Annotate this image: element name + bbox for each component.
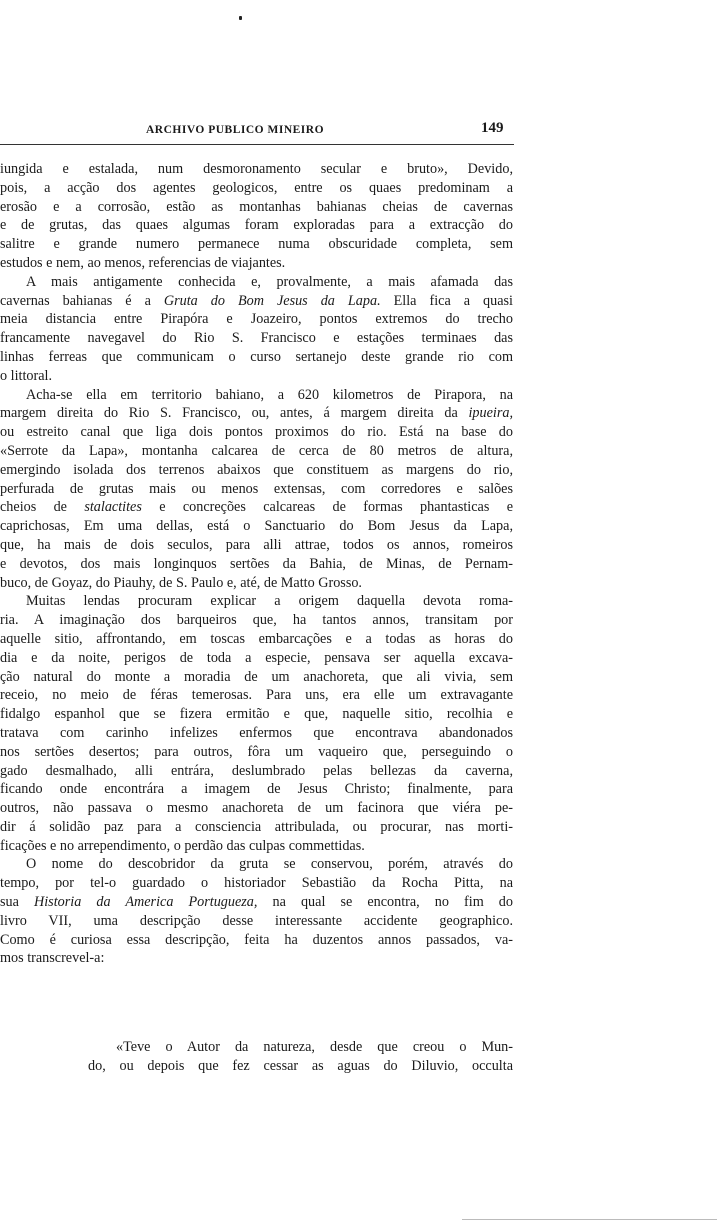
text-line: tratava com carinho infelizes enfermos que encontrava abandonados — [0, 724, 513, 741]
text-line: caprichosas, Em uma dellas, está o Sanctuario do Bom Jesus da Lapa, — [0, 518, 513, 535]
text-line — [0, 292, 513, 311]
text-line: A mais antigamente conhecida e, provalmente, a mais afamada das — [26, 273, 513, 290]
text-run: margem direita do Rio S. Francisco, ou, antes, á margem direita da — [0, 405, 469, 422]
text-line: tempo, por tel-o guardado o historiador Sebastião da Rocha Pitta, na — [0, 875, 513, 892]
text-line: Acha-se ella em territorio bahiano, a 620 kilometros de Pirapora, na — [26, 386, 513, 403]
text-line: ria. A imaginação dos barqueiros que, ha tantos annos, transitam por — [0, 612, 513, 629]
text-line: que, ha mais de dois seculos, para alli attrae, todos os annos, romeiros — [0, 536, 513, 553]
text-line: nos sertões desertos; para outros, fôra um vaqueiro que, perseguindo o — [0, 743, 513, 760]
page-number: 149 — [481, 120, 504, 136]
text-line — [0, 404, 513, 423]
text-line: mos transcrevel-a: — [0, 950, 105, 967]
text-line — [0, 893, 513, 912]
text-line: dia e da noite, perigos de toda a especie, pensava ser aquella excava- — [0, 649, 513, 666]
text-line: e de grutas, das quaes algumas foram exploradas para a extracção do — [0, 217, 513, 234]
text-line: O nome do descobridor da gruta se conservou, porém, através do — [26, 856, 513, 873]
text-line: buco, de Goyaz, do Piauhy, de S. Paulo e, até, de Matto Grosso. — [0, 574, 362, 591]
header-rule — [0, 144, 514, 145]
text-run: cheios de — [0, 499, 85, 516]
text-line: receio, no meio de féras temerosas. Para uns, era elle um extravagante — [0, 687, 513, 704]
text-line: ficando onde encontrára a imagem de Jesus Christo; finalmente, para — [0, 781, 513, 798]
text-line: iungida e estalada, num desmoronamento secular e bruto», Devido, — [0, 161, 513, 177]
text-line: Muitas lendas procuram explicar a origem daquella devota roma- — [26, 593, 513, 610]
text-run: cavernas bahianas é a — [0, 292, 164, 309]
text-line: Como é curiosa essa descripção, feita ha duzentos annos passados, va- — [0, 931, 513, 948]
text-run: sua — [0, 894, 34, 911]
text-line: estudos e nem, ao menos, referencias de viajantes. — [0, 254, 286, 271]
text-line: francamente navegavel do Rio S. Francisco e estações terminaes das — [0, 330, 513, 347]
text-line — [0, 498, 513, 517]
block-quote — [88, 1038, 513, 1076]
text-line: meia distancia entre Pirapóra e Joazeiro, pontos extremos do trecho — [0, 311, 513, 328]
text-line: salitre e grande numero permanece numa obscuridade completa, sem — [0, 236, 513, 253]
quote-line: «Teve o Autor da natureza, desde que creou o Mun- — [116, 1039, 513, 1055]
text-line: ção natural do monte a moradia de um anachoreta, que ali vivia, sem — [0, 668, 513, 685]
text-line: linhas ferreas que communicam o curso sertanejo deste grande rio com — [0, 348, 513, 365]
running-head — [0, 120, 514, 142]
quote-line: do, ou depois que fez cessar as aguas do Diluvio, occulta — [88, 1057, 513, 1074]
text-line: dir á solidão paz para a consciencia attribulada, ou procurar, nas morti- — [0, 818, 513, 835]
ipueira-italic: ipueira, — [468, 405, 513, 422]
body-text — [0, 160, 513, 968]
text-run: na qual se encontra, no fim do — [257, 894, 513, 911]
text-line: livro VII, uma descripção desse interessante accidente geographico. — [0, 912, 513, 929]
text-line: erosão e a corrosão, estão as montanhas bahianas cheias de cavernas — [0, 198, 513, 215]
text-line: e devotos, dos mais longinquos sertões da Bahia, de Minas, de Pernam- — [0, 555, 513, 572]
text-line: o littoral. — [0, 367, 53, 384]
text-line: perfurada de grutas mais ou menos extensas, com corredores e salões — [0, 480, 513, 497]
stalactites-italic: stalactites — [84, 499, 142, 516]
text-line: gado desmalhado, alli entrára, deslumbrado pelas bellezas da caverna, — [0, 762, 513, 779]
text-line: pois, a acção dos agentes geologicos, entre os quaes predominam a — [0, 179, 513, 196]
text-run: e concreções calcareas de formas phantasticas e — [141, 499, 513, 516]
text-line: ficações e no arrependimento, o perdão das culpas commettidas. — [0, 837, 365, 854]
footer-rule — [462, 1219, 717, 1220]
text-line: outros, não passava o mesmo anachoreta de um facinora que viéra pe- — [0, 800, 513, 817]
text-line: fidalgo espanhol que se fizera ermitão e que, naquelle sitio, recolhia e — [0, 706, 513, 723]
text-run: Ella fica a quasi — [380, 292, 513, 309]
grotto-name-italic: Gruta do Bom Jesus da Lapa. — [163, 292, 381, 309]
text-line: ou estreito canal que liga dois pontos proximos do rio. Está na base do — [0, 424, 513, 441]
running-title: ARCHIVO PUBLICO MINEIRO — [146, 124, 325, 136]
text-line: aquelle sitio, affrontando, em toscas embarcações e a todas as horas do — [0, 630, 513, 647]
book-title-italic: Historia da America Portugueza, — [33, 894, 258, 911]
text-line: «Serrote da Lapa», montanha calcarea de cerca de 80 metros de altura, — [0, 442, 513, 459]
ink-speck — [239, 16, 242, 20]
text-line: emergindo isolada dos terrenos abaixos que constituem as margens do rio, — [0, 461, 513, 478]
